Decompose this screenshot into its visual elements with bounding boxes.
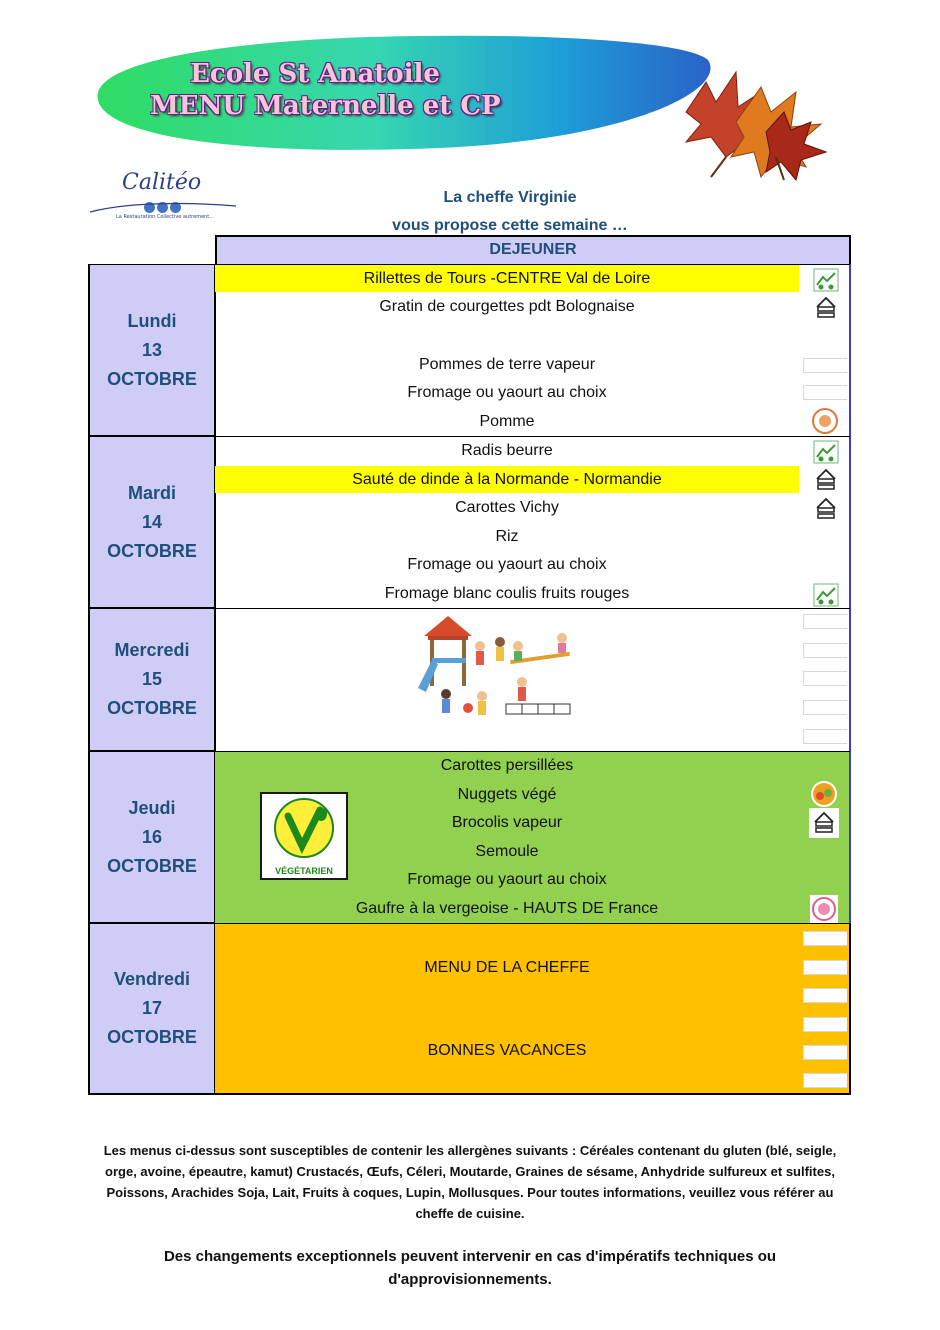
dish-item: Pommes de terre vapeur [418, 356, 596, 373]
day-mercredi: Mercredi 15 OCTOBRE [88, 608, 216, 752]
autumn-leaves-icon [666, 62, 834, 182]
dish-item: Fromage blanc coulis fruits rouges [384, 585, 630, 602]
icon-slot [803, 1073, 847, 1088]
icon-slot [803, 1017, 847, 1032]
dish-item: Nuggets végé [457, 786, 557, 803]
local-farm-icon [811, 580, 841, 610]
dish-item: Riz [495, 528, 519, 545]
dejeuner-header: DEJEUNER [215, 235, 851, 265]
dishes-lundi [215, 264, 851, 437]
local-farm-icon [811, 437, 841, 467]
icon-slot [803, 960, 847, 975]
icon-slot [803, 700, 847, 715]
day-vendredi: Vendredi 17 OCTOBRE [88, 923, 216, 1095]
regional-label-icon [810, 406, 840, 436]
dish-item: Brocolis vapeur [451, 814, 563, 831]
homemade-house-icon [811, 293, 841, 323]
icon-slot [803, 358, 847, 373]
icon-slot [803, 385, 847, 400]
caliteo-logo: Calitéo La Restauration Collective autrement... [88, 170, 238, 230]
dish-item: Semoule [475, 843, 539, 860]
day-mardi: Mardi 14 OCTOBRE [88, 436, 216, 609]
dish-item: Carottes Vichy [455, 499, 559, 516]
icon-slot [803, 1045, 847, 1060]
dishes-vendredi [215, 923, 851, 1095]
changes-note: Des changements exceptionnels peuvent intervenir en cas d'impératifs techniques ou d'approvisionnements. [163, 1248, 777, 1288]
table-bottom-border [88, 1093, 851, 1095]
allergens-note: Les menus ci-dessus sont susceptibles de contenir les allergènes suivants : Céréales contenant du gluten (blé, seigle, orge, avoine, épeautre, kamut) Crustacés, Œufs, Céleri, Moutarde, Graines de sésame, Anhydride sulfureux et sulfites, Poissons, Arachides Soja, Lait, Fruits à coques, Lupin, Mollusques. Pour toutes informations, veuillez vous référer au cheffe de cuisine. [103, 1143, 837, 1221]
homemade-house-icon [811, 494, 841, 524]
dish-item: Fromage ou yaourt au choix [407, 384, 607, 401]
dish-item: Gratin de courgettes pdt Bolognaise [379, 298, 635, 315]
dish-item: Radis beurre [461, 442, 553, 459]
dish-item: BONNES VACANCES [427, 1042, 587, 1059]
dish-item: Pomme [479, 413, 535, 430]
homemade-house-icon [811, 465, 841, 495]
dish-item: Gaufre à la vergeoise - HAUTS DE France [355, 900, 659, 917]
icon-slot [803, 931, 847, 946]
dish-item: Fromage ou yaourt au choix [407, 871, 607, 888]
day-lundi: Lundi 13 OCTOBRE [88, 264, 216, 437]
dish-item: Rillettes de Tours -CENTRE Val de Loire [215, 265, 799, 292]
dish-item: Sauté de dinde à la Normande - Normandie [215, 466, 799, 493]
local-farm-icon [811, 265, 841, 295]
icon-slot [803, 614, 847, 629]
cheffe-intro: La cheffe Virginie vous propose cette semaine … [392, 189, 628, 234]
dish-item: Fromage ou yaourt au choix [407, 556, 607, 573]
icon-slot [803, 988, 847, 1003]
dish-item: MENU DE LA CHEFFE [424, 959, 590, 976]
fruits-vegetables-icon [809, 779, 839, 809]
playground-illustration [410, 612, 590, 742]
icon-slot [803, 729, 847, 744]
dishes-mardi [215, 436, 851, 609]
vegetarian-label: VÉGÉTARIEN [260, 792, 348, 880]
day-jeudi: Jeudi 16 OCTOBRE [88, 751, 216, 924]
regional-label-icon [809, 894, 839, 924]
homemade-house-icon [809, 808, 839, 838]
icon-slot [803, 671, 847, 686]
dish-item: Carottes persillées [440, 757, 574, 774]
icon-slot [803, 643, 847, 658]
page-title: Ecole St Anatoile MENU Maternelle et CP [150, 59, 501, 121]
